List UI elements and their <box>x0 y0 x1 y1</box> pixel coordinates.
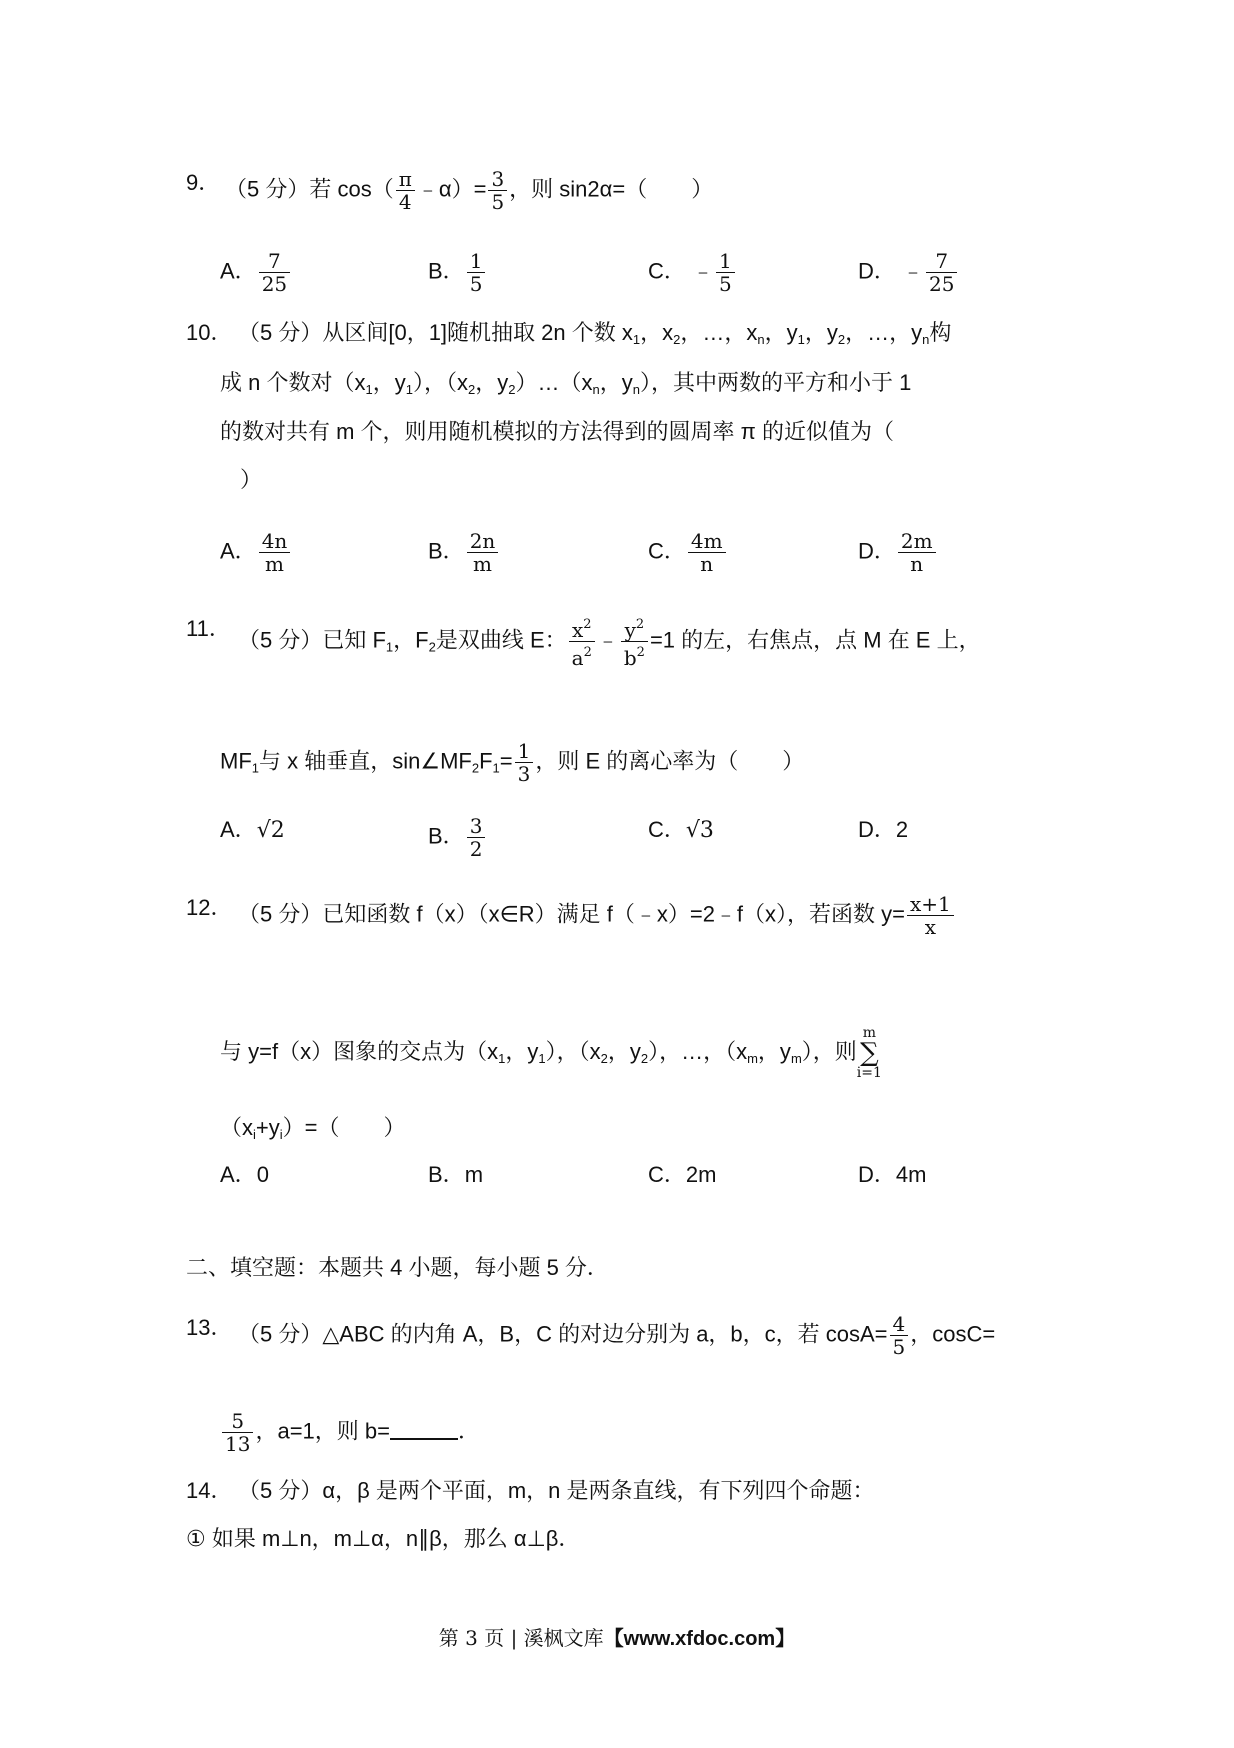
q11-option-d: D．2 <box>858 817 909 842</box>
q12-option-d: D．4m <box>858 1162 927 1187</box>
q11-option-b: B． $\frac{3}{2}$ <box>428 815 487 860</box>
q12-option-b: B．m <box>428 1162 484 1187</box>
q9-frac-3-5: $\frac{3}{5}$ <box>488 168 507 213</box>
page-footer: 第 3 页 | 溪枫文库【www.xfdoc.com】 <box>438 1626 796 1650</box>
q14-number: 14． <box>186 1478 233 1503</box>
q9-option-b: B． $\frac{1}{5}$ <box>428 250 487 295</box>
q13-number: 13． <box>186 1315 233 1340</box>
q11-option-a: A．√2 <box>220 817 285 843</box>
q12-option-c: C．2m <box>648 1162 717 1187</box>
q11-option-c: C．√3 <box>648 817 714 843</box>
q9-frac-pi-4: $\frac{\pi}{4}$ <box>396 168 415 213</box>
q12-option-a: A．0 <box>220 1162 269 1187</box>
q10-number: 10． <box>186 320 233 345</box>
q10-option-c: C． $\frac{4m}{n}$ <box>648 530 728 575</box>
footer-site-link[interactable]: 【www.xfdoc.com】 <box>603 1628 796 1650</box>
q11-number: 11． <box>186 616 231 641</box>
q9-option-a: A． $\frac{7}{25}$ <box>220 250 292 295</box>
q9-option-d: D． ﹣ $\frac{7}{25}$ <box>858 250 959 295</box>
q11-frac-y2-b2: $\frac{y^2}{b^2}$ <box>621 614 648 669</box>
q10-option-d: D． $\frac{2m}{n}$ <box>858 530 938 575</box>
q11-frac-x2-a2: $\frac{x^2}{a^2}$ <box>569 614 595 669</box>
q12-number: 12． <box>186 895 233 920</box>
q9-number: 9． <box>186 170 221 195</box>
q12-sigma: m ∑ i=1 <box>856 1025 882 1081</box>
q10-option-a: A． $\frac{4n}{m}$ <box>220 530 292 575</box>
q10-option-b: B． $\frac{2n}{m}$ <box>428 530 500 575</box>
q9-option-c: C． ﹣ $\frac{1}{5}$ <box>648 250 737 295</box>
q13-answer-blank[interactable] <box>390 1416 458 1440</box>
